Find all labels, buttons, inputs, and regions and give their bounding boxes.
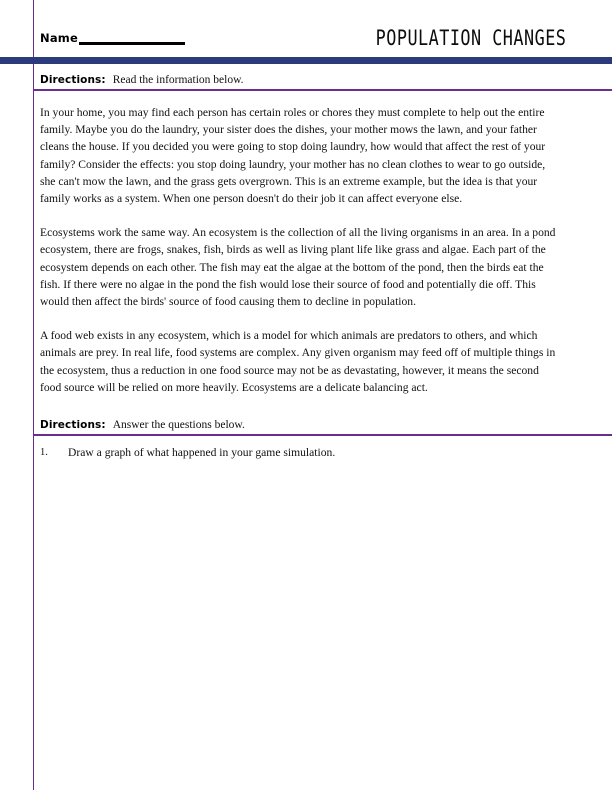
question-number: 1.	[40, 447, 48, 458]
directions-answer	[40, 415, 245, 433]
passage-paragraph: A food web exists in any ecosystem, which is a model for which animals are predators to others, and which animals are prey. In real life, food systems are complex. Any given organism may feed off of multiple things in the ecosystem, thus a reduction in one food source may not be as devastating, however, it means the second food source will be relied on more heavily. Ecosystems are a delicate balancing act.	[40, 329, 556, 394]
name-label: Name	[40, 31, 78, 45]
passage-paragraph: Ecosystems work the same way. An ecosystem is the collection of all the living organisms in an area. In a pond ecosystem, there are frogs, snakes, fish, birds as well as living plant life like grass and algae. Each part of the ecosystem depends on each other. The fish may eat the algae at the bottom of the pond, then the birds eat the fish. If there were no algae in the pond the fish would lose their source of food and potentially die off. This would then affect the birds' source of food causing them to decline in population.	[40, 226, 556, 309]
directions-label-answer: Directions:	[40, 419, 106, 431]
question-item	[40, 445, 560, 461]
directions-divider-bottom	[33, 434, 612, 436]
question-list	[40, 445, 560, 461]
directions-read	[40, 70, 244, 88]
name-write-line[interactable]	[79, 42, 185, 45]
question-text: Draw a graph of what happened in your game simulation.	[68, 446, 336, 459]
directions-text-answer: Answer the questions below.	[112, 419, 245, 431]
directions-label-read: Directions:	[40, 74, 106, 86]
reading-passage	[40, 104, 556, 396]
directions-divider-top	[33, 89, 612, 91]
page-title: POPULATION CHANGES	[375, 26, 566, 50]
header-divider-bar	[0, 57, 612, 64]
name-field[interactable]	[40, 33, 185, 46]
directions-text-read: Read the information below.	[112, 74, 244, 86]
answer-drawing-area[interactable]	[34, 462, 604, 782]
passage-paragraph: In your home, you may find each person has certain roles or chores they must complete to help out the entire family. Maybe you do the laundry, your sister does the dishes, your mother mows the lawn, and your father cleans the house. If you decided you were going to stop doing laundry, how would that affect the rest of your family? Consider the effects: you stop doing laundry, your mother has no clean clothes to wear to go outside, she can't mow the lawn, and the grass gets overgrown. This is an extreme example, but the idea is that your family works as a system. When one person doesn't do their job it can affect everyone else.	[40, 106, 546, 206]
